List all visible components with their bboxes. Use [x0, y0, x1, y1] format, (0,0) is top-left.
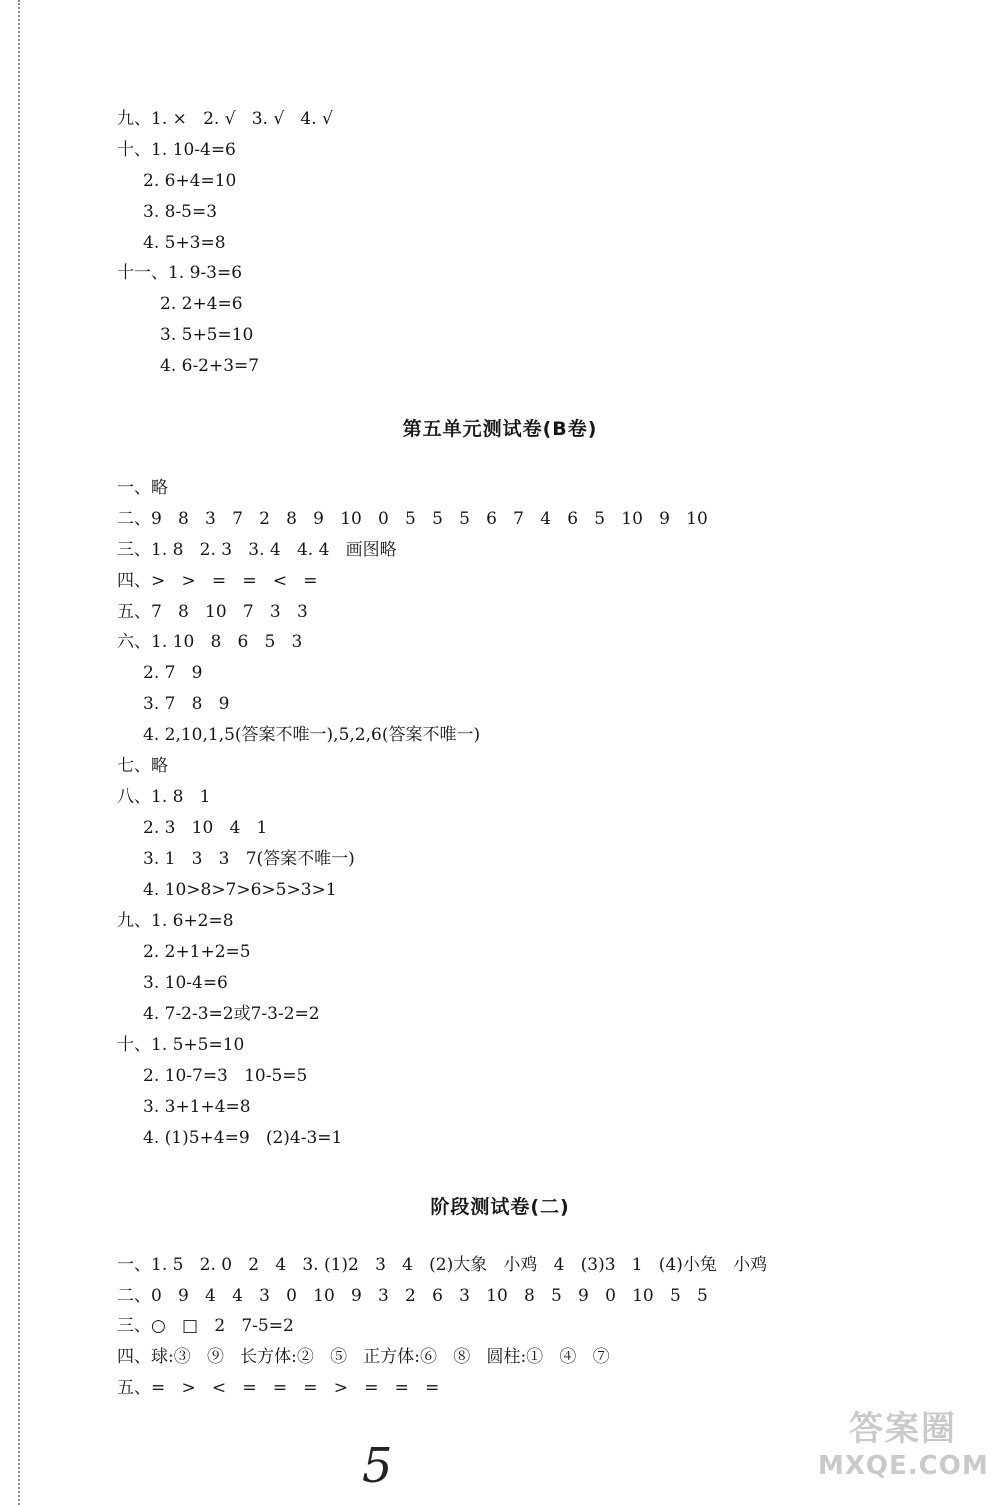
answer-line: 三、1. 8 2. 3 3. 4 4. 4 画图略	[117, 540, 397, 560]
section-title-stage-test-2: 阶段测试卷(二)	[430, 1196, 570, 1218]
answer-line: 3. 3+1+4=8	[143, 1097, 251, 1117]
watermark-logo: 答案圈	[849, 1409, 957, 1449]
answer-line: 4. 6-2+3=7	[160, 356, 260, 376]
watermark	[818, 1407, 988, 1497]
answer-line: 4. 2,10,1,5(答案不唯一),5,2,6(答案不唯一)	[143, 725, 481, 745]
page-number: 5	[362, 1438, 393, 1494]
answer-line: 2. 7 9	[143, 663, 203, 683]
answer-line: 3. 10-4=6	[143, 973, 228, 993]
answer-line: 五、7 8 10 7 3 3	[117, 602, 308, 622]
answer-line: 十一、1. 9-3=6	[117, 263, 243, 283]
answer-line: 一、略	[117, 478, 168, 498]
answer-line: 3. 8-5=3	[143, 202, 218, 222]
answer-line: 二、9 8 3 7 2 8 9 10 0 5 5 5 6 7 4 6 5 10 9 10	[117, 509, 708, 529]
answer-line: 2. 10-7=3 10-5=5	[143, 1066, 308, 1086]
section-title-unit5-b: 第五单元测试卷(B卷)	[402, 418, 598, 440]
answer-line: 3. 1 3 3 7(答案不唯一)	[143, 849, 355, 869]
answer-line: 4. 7-2-3=2或7-3-2=2	[143, 1004, 320, 1024]
answer-line: 九、1. × 2. √ 3. √ 4. √	[117, 109, 333, 129]
answer-line: 3. 7 8 9	[143, 694, 230, 714]
watermark-url: MXQE.COM	[818, 1451, 989, 1481]
answer-line: 2. 3 10 4 1	[143, 818, 268, 838]
answer-line: 一、1. 5 2. 0 2 4 3. (1)2 3 4 (2)大象 小鸡 4 (3)3 1 (4)小兔 小鸡	[117, 1255, 768, 1275]
binding-margin-line	[18, 0, 20, 1505]
answer-line: 十、1. 10-4=6	[117, 140, 236, 160]
answer-line: 三、○ □ 2 7-5=2	[117, 1316, 294, 1336]
answer-line: 四、球:③ ⑨ 长方体:② ⑤ 正方体:⑥ ⑧ 圆柱:① ④ ⑦	[117, 1347, 610, 1367]
answer-line: 4. 5+3=8	[143, 233, 226, 253]
answer-line: 3. 5+5=10	[160, 325, 254, 345]
answer-line: 二、0 9 4 4 3 0 10 9 3 2 6 3 10 8 5 9 0 10 5 5	[117, 1286, 708, 1306]
answer-line: 十、1. 5+5=10	[117, 1035, 245, 1055]
answer-line: 五、= > < = = = > = = =	[117, 1378, 440, 1398]
answer-line: 七、略	[117, 756, 168, 776]
answer-line: 2. 6+4=10	[143, 171, 237, 191]
answer-line: 4. (1)5+4=9 (2)4-3=1	[143, 1128, 343, 1148]
answer-line: 四、> > = = < =	[117, 571, 318, 591]
answer-line: 九、1. 6+2=8	[117, 911, 234, 931]
answer-line: 八、1. 8 1	[117, 787, 211, 807]
answer-line: 2. 2+4=6	[160, 294, 243, 314]
answer-line: 六、1. 10 8 6 5 3	[117, 632, 303, 652]
answer-line: 4. 10>8>7>6>5>3>1	[143, 880, 337, 900]
answer-line: 2. 2+1+2=5	[143, 942, 251, 962]
